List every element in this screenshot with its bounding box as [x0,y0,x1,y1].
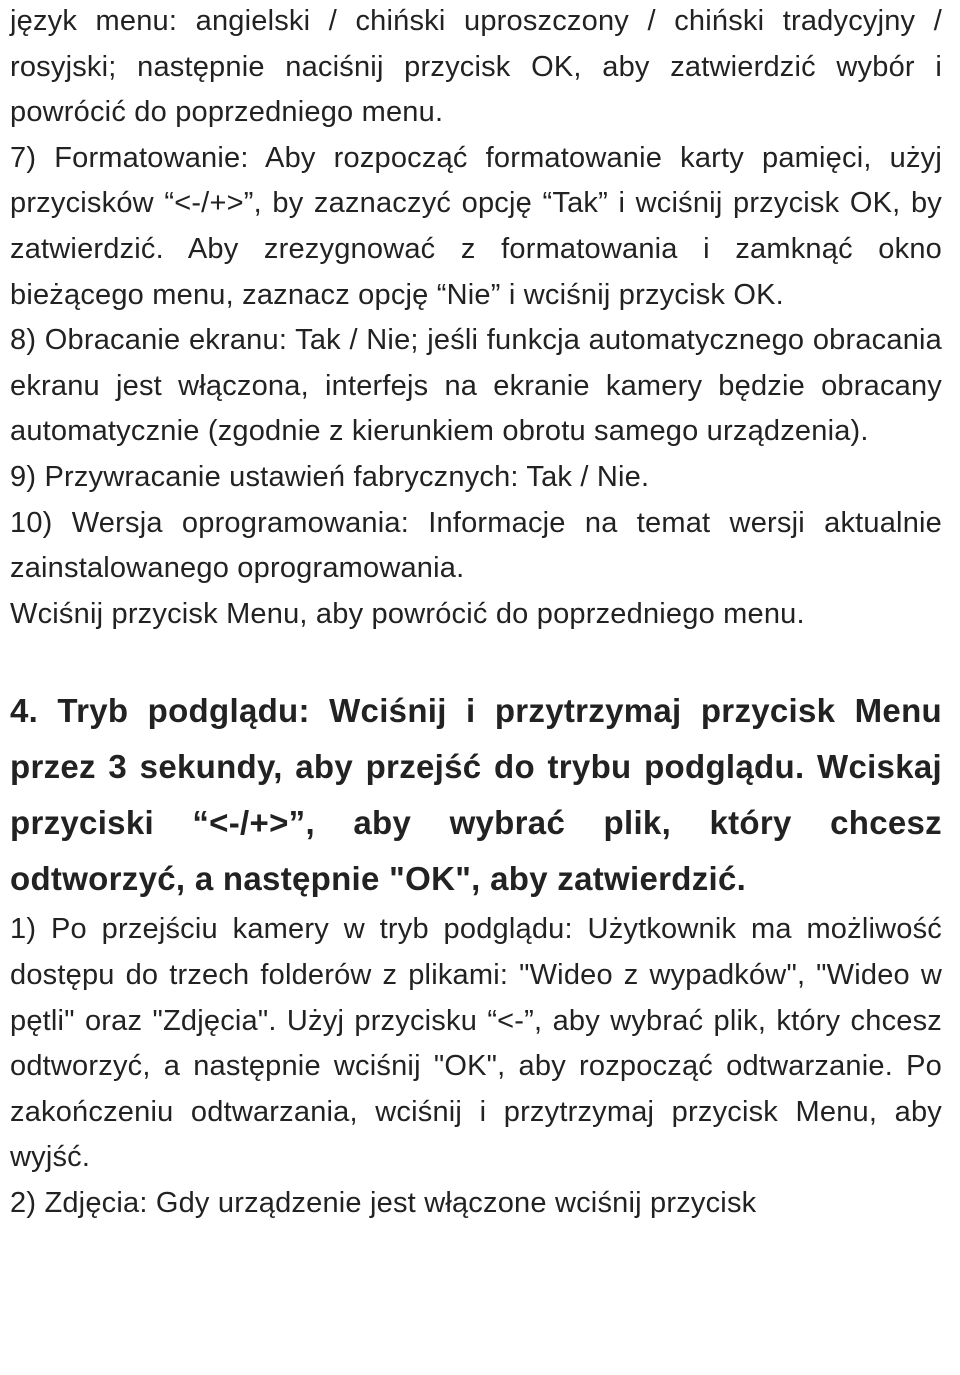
paragraph-formatting: 7) Formatowanie: Aby rozpocząć formatowanie karty pamięci, użyj przycisków “<-/+>”, by zaznaczyć opcję “Tak” i wciśnij przycisk OK, by zatwierdzić. Aby zrezygnować z formatowania i zamknąć okno bieżącego menu, zaznacz opcję “Nie” i wciśnij przycisk OK. [10,141,942,311]
paragraph-factory-reset: 9) Przywracanie ustawień fabrycznych: Tak / Nie. [10,460,650,493]
paragraph-photos: 2) Zdjęcia: Gdy urządzenie jest włączone wciśnij przycisk [10,1186,757,1219]
paragraph-screen-rotation: 8) Obracanie ekranu: Tak / Nie; jeśli funkcja automatycznego obracania ekranu jest włączona, interfejs na ekranie kamery będzie obracany automatycznie (zgodnie z kierunkiem obrotu samego urządzenia). [10,324,942,448]
paragraph-return-menu: Wciśnij przycisk Menu, aby powrócić do poprzedniego menu. [10,597,805,630]
section-heading-preview-mode: 4. Tryb podglądu: Wciśnij i przytrzymaj przycisk Menu przez 3 sekundy, aby przejść do trybu podglądu. Wciskaj przyciski “<-/+>”, aby wybrać plik, który chcesz odtworzyć, a następnie "OK", aby zatwierdzić. [10,692,942,898]
paragraph-menu-language: język menu: angielski / chiński uproszczony / chiński tradycyjny / rosyjski; następnie naciśnij przycisk OK, aby zatwierdzić wybór i powrócić do poprzedniego menu. [10,5,942,129]
section-spacer [10,637,942,683]
paragraph-software-version: 10) Wersja oprogramowania: Informacje na temat wersji aktualnie zainstalowanego oprogramowania. [10,506,942,585]
document-page [10,0,942,1226]
paragraph-preview-folders: 1) Po przejściu kamery w tryb podglądu: Użytkownik ma możliwość dostępu do trzech folderów z plikami: "Wideo z wypadków", "Wideo w pętli" oraz "Zdjęcia". Użyj przycisku “<-”, aby wybrać plik, który chcesz odtworzyć, a następnie wciśnij "OK", aby rozpocząć odtwarzanie. Po zakończeniu odtwarzania, wciśnij i przytrzymaj przycisk Menu, aby wyjść. [10,913,942,1174]
